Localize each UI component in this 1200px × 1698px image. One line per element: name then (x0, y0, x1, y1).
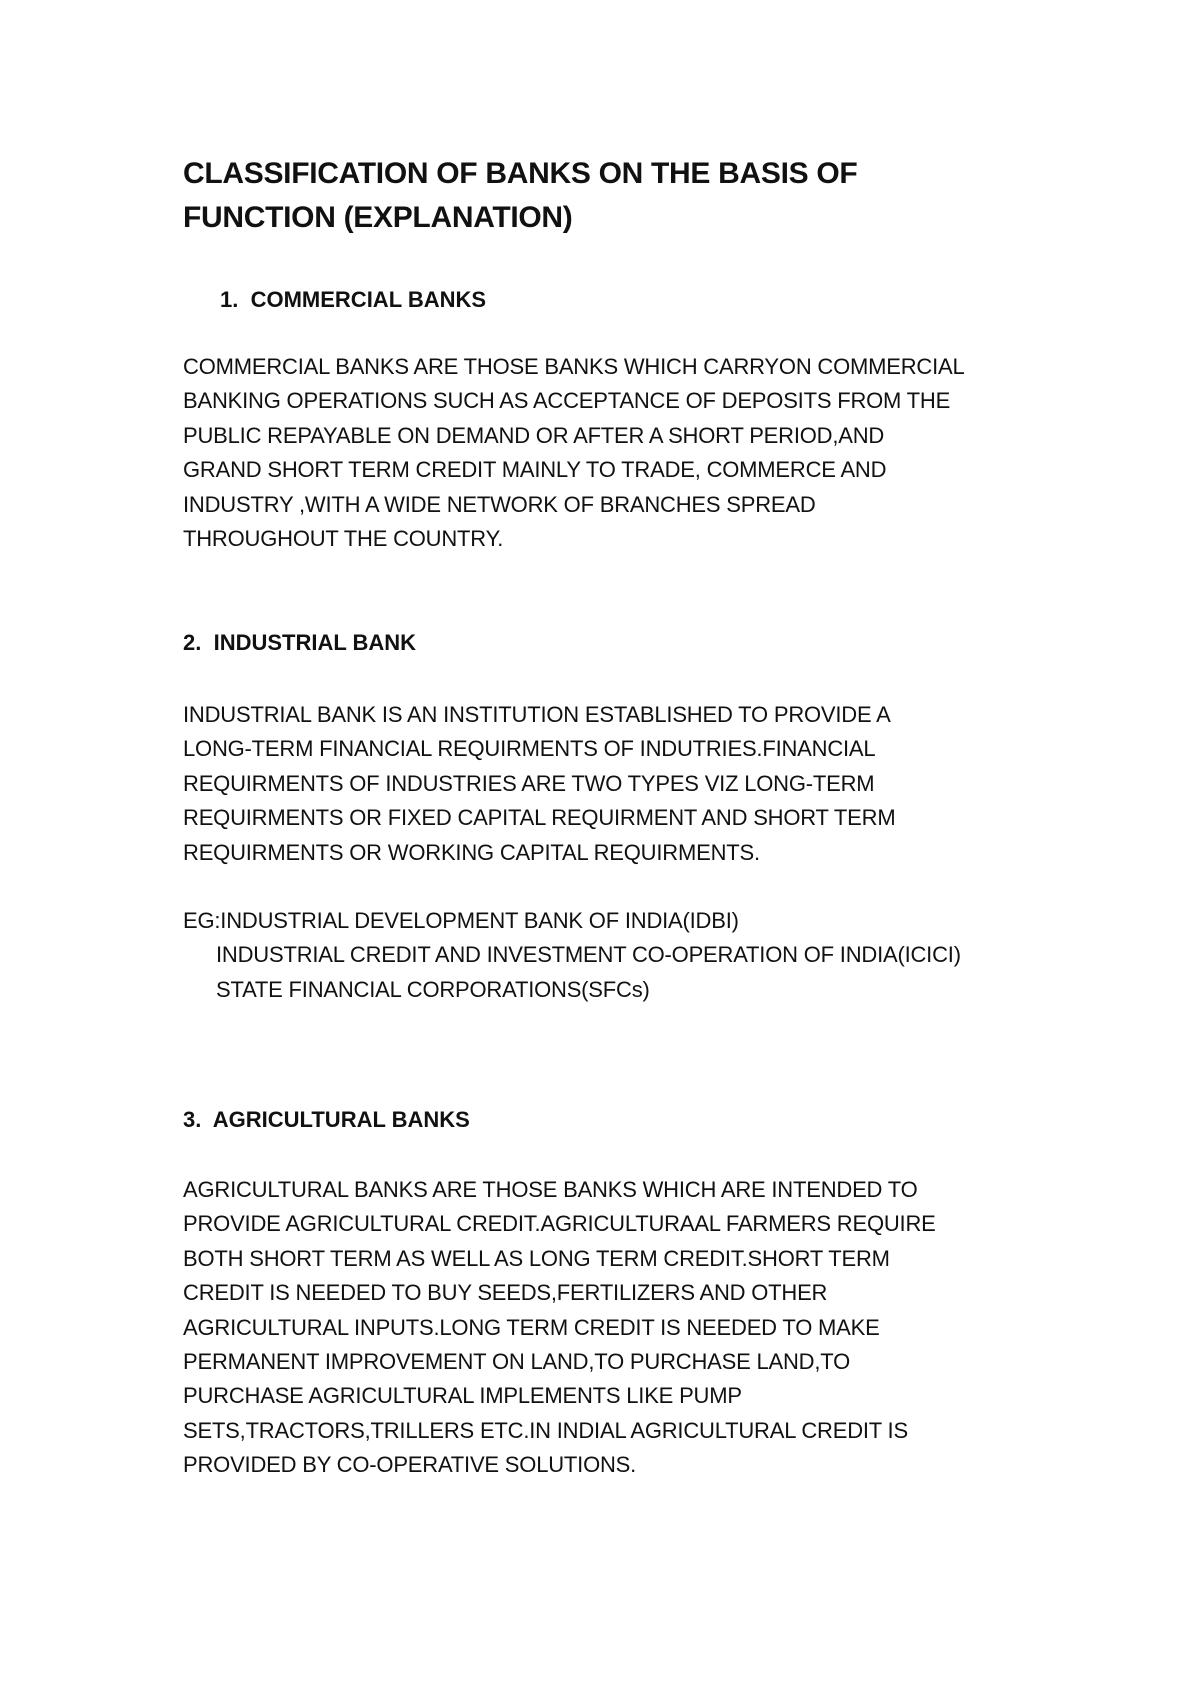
body-line: BOTH SHORT TERM AS WELL AS LONG TERM CREDIT.SHORT TERM (183, 1245, 890, 1271)
section-heading-commercial-banks (220, 285, 486, 315)
body-line: BANKING OPERATIONS SUCH AS ACCEPTANCE OF DEPOSITS FROM THE (183, 388, 951, 414)
section-heading-agricultural-banks (183, 1105, 470, 1135)
body-line: PUBLIC REPAYABLE ON DEMAND OR AFTER A SHORT PERIOD,AND (183, 422, 885, 448)
body-line: LONG-TERM FINANCIAL REQUIRMENTS OF INDUTRIES.FINANCIAL (183, 736, 876, 762)
example-item: EG:INDUSTRIAL DEVELOPMENT BANK OF INDIA(IDBI) (183, 908, 739, 933)
section-body-industrial-bank (183, 698, 1083, 870)
document-title (183, 152, 1083, 240)
body-line: PROVIDED BY CO-OPERATIVE SOLUTIONS. (183, 1452, 637, 1478)
title-line: FUNCTION (EXPLANATION) (183, 201, 573, 234)
body-line: AGRICULTURAL INPUTS.LONG TERM CREDIT IS NEEDED TO MAKE (183, 1314, 880, 1340)
body-line: INDUSTRIAL BANK IS AN INSTITUTION ESTABLISHED TO PROVIDE A (183, 702, 891, 727)
example-item: STATE FINANCIAL CORPORATIONS(SFCs) (216, 976, 650, 1002)
section-number: 3. (183, 1107, 202, 1132)
title-line: CLASSIFICATION OF BANKS ON THE BASIS OF (183, 157, 858, 190)
section-number: 1. (220, 287, 239, 312)
body-line: GRAND SHORT TERM CREDIT MAINLY TO TRADE, COMMERCE AND (183, 457, 887, 483)
body-line: CREDIT IS NEEDED TO BUY SEEDS,FERTILIZERS AND OTHER (183, 1280, 828, 1306)
section-heading-text: COMMERCIAL BANKS (250, 287, 487, 312)
body-line: COMMERCIAL BANKS ARE THOSE BANKS WHICH CARRYON COMMERCIAL (183, 354, 965, 379)
example-item: INDUSTRIAL CREDIT AND INVESTMENT CO-OPERATION OF INDIA(ICICI) (216, 942, 961, 968)
body-line: INDUSTRY ,WITH A WIDE NETWORK OF BRANCHES SPREAD (183, 491, 816, 517)
body-line: PROVIDE AGRICULTURAL CREDIT.AGRICULTURAAL FARMERS REQUIRE (183, 1211, 936, 1237)
section-heading-text: AGRICULTURAL BANKS (212, 1107, 470, 1132)
body-line: THROUGHOUT THE COUNTRY. (183, 526, 504, 552)
body-line: SETS,TRACTORS,TRILLERS ETC.IN INDIAL AGRICULTURAL CREDIT IS (183, 1417, 908, 1443)
section-number: 2. (183, 630, 202, 655)
section-heading-text: INDUSTRIAL BANK (213, 630, 417, 655)
section-heading-industrial-bank (183, 628, 416, 658)
section-body-commercial-banks (183, 350, 1083, 556)
body-line: PURCHASE AGRICULTURAL IMPLEMENTS LIKE PUMP (183, 1383, 742, 1409)
body-line: REQUIRMENTS OR WORKING CAPITAL REQUIRMENTS. (183, 839, 760, 865)
body-line: REQUIRMENTS OR FIXED CAPITAL REQUIRMENT AND SHORT TERM (183, 805, 896, 831)
body-line: PERMANENT IMPROVEMENT ON LAND,TO PURCHASE LAND,TO (183, 1349, 851, 1375)
body-line: AGRICULTURAL BANKS ARE THOSE BANKS WHICH ARE INTENDED TO (183, 1177, 918, 1202)
section-body-agricultural-banks (183, 1173, 1083, 1483)
body-line: REQUIRMENTS OF INDUSTRIES ARE TWO TYPES VIZ LONG-TERM (183, 770, 875, 796)
examples-list (183, 904, 1083, 1007)
